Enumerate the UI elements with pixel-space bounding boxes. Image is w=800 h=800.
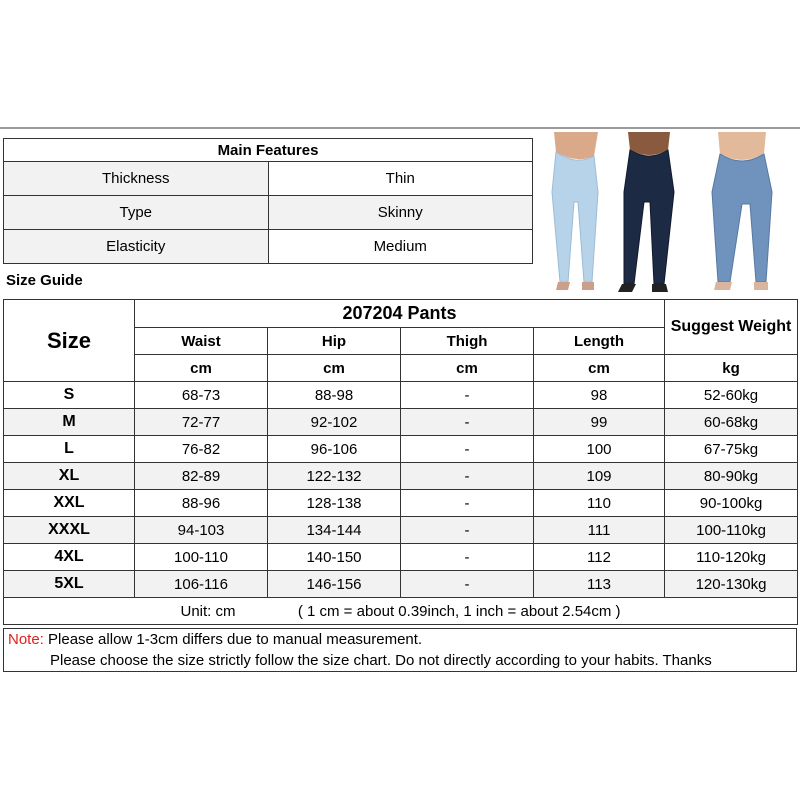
column-unit: cm xyxy=(268,355,401,382)
column-header-hip: Hip xyxy=(268,328,401,355)
table-cell: 99 xyxy=(534,409,665,436)
table-cell: 113 xyxy=(534,571,665,598)
unit-note: Unit: cm xyxy=(180,602,236,620)
table-row xyxy=(4,544,798,571)
table-cell: 60-68kg xyxy=(665,409,798,436)
size-cell: XL xyxy=(4,463,135,490)
feature-label: Elasticity xyxy=(4,230,269,264)
jeans-models-photo xyxy=(546,132,792,294)
table-cell: 122-132 xyxy=(268,463,401,490)
table-cell: 110-120kg xyxy=(665,544,798,571)
table-row xyxy=(4,382,798,409)
table-cell: 120-130kg xyxy=(665,571,798,598)
size-guide-label: Size Guide xyxy=(6,272,83,289)
table-cell: 128-138 xyxy=(268,490,401,517)
note-label: Note: xyxy=(8,631,44,648)
table-cell: 92-102 xyxy=(268,409,401,436)
column-header-length: Length xyxy=(534,328,665,355)
main-features-title: Main Features xyxy=(4,139,533,162)
table-cell: 111 xyxy=(534,517,665,544)
size-cell: XXL xyxy=(4,490,135,517)
size-cell: 4XL xyxy=(4,544,135,571)
table-cell: - xyxy=(401,517,534,544)
table-row xyxy=(4,463,798,490)
weight-header: Suggest Weight xyxy=(665,300,798,355)
conversion-note: ( 1 cm = about 0.39inch, 1 inch = about 2.54cm ) xyxy=(297,602,621,620)
unit-row xyxy=(4,598,798,625)
table-cell: - xyxy=(401,463,534,490)
note-line-2: Please choose the size strictly follow the size chart. Do not directly according to your habits. Thanks xyxy=(50,652,712,669)
size-rows xyxy=(4,382,798,598)
table-cell: 100-110kg xyxy=(665,517,798,544)
feature-value: Thin xyxy=(268,162,533,196)
top-divider xyxy=(0,127,800,129)
table-cell: 80-90kg xyxy=(665,463,798,490)
table-cell: 100-110 xyxy=(135,544,268,571)
size-cell: S xyxy=(4,382,135,409)
table-cell: 88-98 xyxy=(268,382,401,409)
size-cell: L xyxy=(4,436,135,463)
table-cell: - xyxy=(401,436,534,463)
table-cell: 52-60kg xyxy=(665,382,798,409)
table-cell: 82-89 xyxy=(135,463,268,490)
table-cell: 112 xyxy=(534,544,665,571)
table-row xyxy=(4,436,798,463)
table-cell: 110 xyxy=(534,490,665,517)
size-chart-table xyxy=(3,299,798,625)
table-cell: 67-75kg xyxy=(665,436,798,463)
table-cell: 68-73 xyxy=(135,382,268,409)
table-cell: 100 xyxy=(534,436,665,463)
table-cell: 88-96 xyxy=(135,490,268,517)
table-cell: 109 xyxy=(534,463,665,490)
table-cell: - xyxy=(401,571,534,598)
table-cell: - xyxy=(401,382,534,409)
weight-unit: kg xyxy=(665,355,798,382)
table-row xyxy=(4,571,798,598)
column-header-thigh: Thigh xyxy=(401,328,534,355)
table-cell: 76-82 xyxy=(135,436,268,463)
feature-value: Medium xyxy=(268,230,533,264)
column-unit: cm xyxy=(534,355,665,382)
table-cell: 96-106 xyxy=(268,436,401,463)
size-cell: 5XL xyxy=(4,571,135,598)
table-row xyxy=(4,409,798,436)
table-cell: 140-150 xyxy=(268,544,401,571)
size-cell: M xyxy=(4,409,135,436)
note-line-1: Please allow 1-3cm differs due to manual measurement. xyxy=(43,631,423,648)
table-cell: - xyxy=(401,490,534,517)
column-unit: cm xyxy=(135,355,268,382)
main-features-table xyxy=(3,138,533,264)
table-cell: 90-100kg xyxy=(665,490,798,517)
column-unit: cm xyxy=(401,355,534,382)
size-header: Size xyxy=(4,300,135,382)
feature-label: Type xyxy=(4,196,269,230)
table-cell: 134-144 xyxy=(268,517,401,544)
table-cell: 106-116 xyxy=(135,571,268,598)
table-cell: 94-103 xyxy=(135,517,268,544)
table-cell: 98 xyxy=(534,382,665,409)
table-cell: - xyxy=(401,409,534,436)
table-row xyxy=(4,490,798,517)
table-cell: 72-77 xyxy=(135,409,268,436)
size-cell: XXXL xyxy=(4,517,135,544)
table-row xyxy=(4,517,798,544)
table-cell: 146-156 xyxy=(268,571,401,598)
product-title: 207204 Pants xyxy=(135,300,665,328)
table-cell: - xyxy=(401,544,534,571)
notes-box xyxy=(3,628,797,672)
feature-label: Thickness xyxy=(4,162,269,196)
column-header-waist: Waist xyxy=(135,328,268,355)
feature-value: Skinny xyxy=(268,196,533,230)
